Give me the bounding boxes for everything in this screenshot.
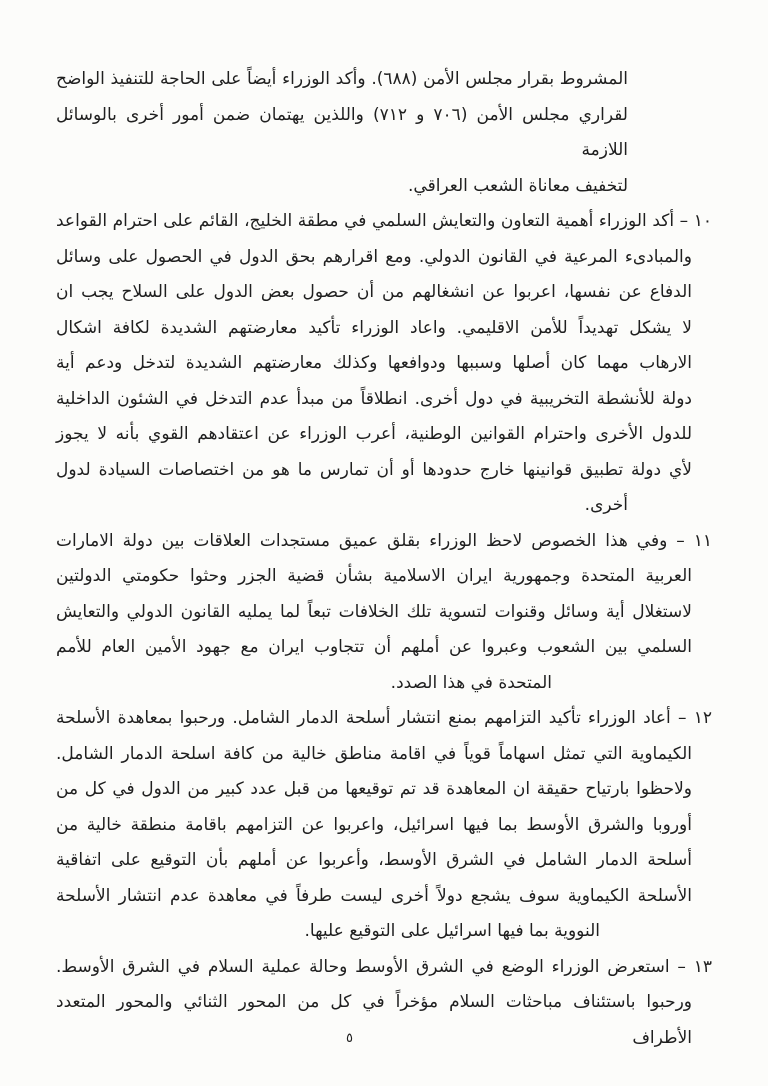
- item-number-12: ١٢ –: [677, 708, 712, 728]
- text-line: والمبادىء المرعية في القانون الدولي. ومع اقرارهم بحق الدول في الحصول على وسائل: [56, 246, 692, 267]
- text-line: [56, 701, 712, 737]
- text-line: النووية بما فيها اسرائيل على التوقيع عليها.: [304, 921, 600, 941]
- line-text: أكد الوزراء أهمية التعاون والتعايش السلمي في مطقة الخليج، القائم على احترام القواعد: [56, 211, 675, 231]
- text-line: أوروبا والشرق الأوسط بما فيها اسرائيل، واعربوا عن التزامهم باقامة منطقة خالية من: [56, 814, 692, 835]
- line-text: أعاد الوزراء تأكيد التزامهم بمنع انتشار أسلحة الدمار الشامل. ورحبوا بمعاهدة الأسلحة: [56, 708, 671, 728]
- text-line: لاستغلال أية وسائل وقنوات لتسوية تلك الخلافات تبعاً لما يمليه القانون الدولي والتعايش: [56, 601, 692, 622]
- paragraph-13: [56, 950, 712, 1057]
- item-number-11: ١١ –: [676, 530, 713, 551]
- text-line: لقراري مجلس الأمن (٧٠٦ و ٧١٢) واللذين يهتمان ضمن أمور أخرى بالوسائل اللازمة: [56, 104, 628, 160]
- paragraph-12: [56, 701, 712, 950]
- paragraph-9-continuation: [56, 62, 712, 204]
- text-line: لتخفيف معاناة الشعب العراقي.: [408, 175, 628, 196]
- text-line: للدول الأخرى واحترام القوانين الوطنية، أعرب الوزراء عن اعتقادهم القوي بأنه لا يجوز: [56, 424, 692, 444]
- text-line: [56, 204, 712, 240]
- text-line: لأي دولة تطبيق قوانينها خارج حدودها أو أن تمارس ما هو من اختصاصات السيادة لدول: [56, 459, 692, 480]
- text-line: أسلحة الدمار الشامل في الشرق الأوسط، وأعربوا عن أملهم بأن التوقيع على اتفاقية: [56, 850, 692, 870]
- text-line: المتحدة في هذا الصدد.: [390, 672, 552, 693]
- text-line: [56, 524, 712, 560]
- text-line: لا يشكل تهديداً للأمن الاقليمي. واعاد الوزراء تأكيد معارضتهم الشديدة لكافة اشكال: [56, 317, 692, 338]
- text-line: الدفاع عن نفسها، اعربوا عن انشغالهم من أن حصول بعض الدول على السلاح يجب ان: [56, 282, 692, 302]
- item-number-10: ١٠ –: [679, 211, 713, 231]
- text-line: الارهاب مهما كان أصلها وسببها ودوافعها وكذلك معارضتهم الشديدة لتدخل ودعم أية: [56, 353, 692, 373]
- paragraph-11: [56, 524, 712, 702]
- text-line: [56, 950, 712, 986]
- text-line: ورحبوا باستئناف مباحثات السلام مؤخراً في كل من المحور الثنائي والمحور المتعدد الأطراف: [56, 992, 692, 1048]
- line-text: وفي هذا الخصوص لاحظ الوزراء بقلق عميق مستجدات العلاقات بين دولة الامارات: [56, 530, 668, 551]
- text-line: المشروط بقرار مجلس الأمن (٦٨٨). وأكد الوزراء أيضاً على الحاجة للتنفيذ الواضح: [56, 69, 628, 89]
- page-number: ٥: [346, 1031, 353, 1046]
- text-line: السلمي بين الشعوب وعبروا عن أملهم أن تتجاوب ايران مع جهود الأمين العام للأمم: [56, 637, 692, 657]
- text-line: أخرى.: [584, 495, 628, 515]
- line-text: استعرض الوزراء الوضع في الشرق الأوسط وحالة عملية السلام في الشرق الأوسط.: [56, 956, 670, 977]
- document-body: [56, 62, 712, 1056]
- paragraph-10: [56, 204, 712, 524]
- text-line: الأسلحة الكيماوية سوف يشجع دولاً أخرى ليست طرفاً في معاهدة عدم انتشار الأسلحة: [56, 885, 692, 906]
- text-line: ولاحظوا بارتياح حقيقة ان المعاهدة قد تم توقيعها من قبل عدد كبير من الدول في كل من: [56, 779, 692, 799]
- text-line: الكيماوية التي تمثل اسهاماً قوياً في اقامة مناطق خالية من كافة اسلحة الدمار الشامل.: [56, 743, 692, 764]
- text-line: دولة للأنشطة التخريبية في دول أخرى. انطلاقاً من مبدأ عدم التدخل في الشئون الداخلية: [56, 388, 692, 409]
- text-line: العربية المتحدة وجمهورية ايران الاسلامية بشأن قضية الجزر وحثوا حكومتي الدولتين: [56, 566, 692, 586]
- item-number-13: ١٣ –: [677, 956, 712, 977]
